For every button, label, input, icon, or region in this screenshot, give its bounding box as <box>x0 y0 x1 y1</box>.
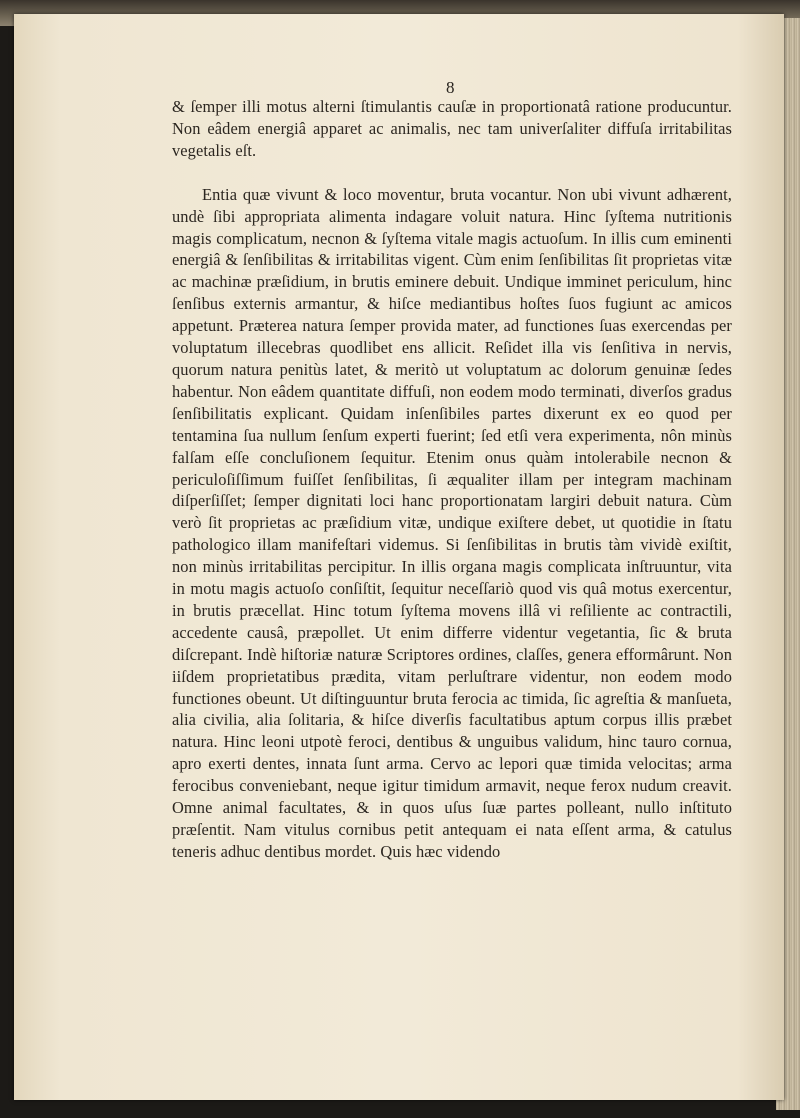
paragraph-1: & ſemper illi motus alterni ſtimulantis cauſæ in proportionatâ ratione producuntur. Non eâdem energiâ apparet ac animalis, nec tam univerſaliter diffuſa irritabilitas vegetalis eſt. <box>172 97 732 160</box>
page-number: 8 <box>446 78 455 97</box>
paragraph-2: Entia quæ vivunt & loco moventur, bruta vocantur. Non ubi vivunt adhærent, undè ſibi appropriata alimenta indagare voluit natura. Hinc ſyſtema nutritionis magis complicatum, necnon & ſyſtema vitale magis actuoſum. In illis cum eminenti energiâ & ſenſibilitas & irritabilitas vigent. Cùm enim ſenſibilitas ſit proprietas vitæ ac machinæ præſidium, in brutis eminere debuit. Undique imminet periculum, hinc ſenſibus externis armantur, & hiſce mediantibus hoſtes ſuos fugiunt ac amicos appetunt. Præterea natura ſemper provida mater, ad functiones ſuas exercendas per voluptatum illecebras quodlibet ens allicit. Reſidet illa vis ſenſitiva in nervis, quorum natura penitùs latet, & meritò ut voluptatum ac dolorum genuinæ ſedes habentur. Non eâdem quantitate diffuſi, non eodem modo terminati, diverſos gradus ſenſibilitatis explicant. Quidam inſenſibiles partes dixerunt ex eo quod per tentamina ſua nullum ſenſum experti fuerint; ſed etſi vera experimenta, nôn minùs falſam eſſe concluſionem ſequitur. Etenim onus quàm intolerabile necnon & periculoſiſſimum fuiſſet ſenſibilitas, ſi æqualiter illam per integram machinam diſperſiſſet; ſemper dignitati loci hanc proportionatam largiri debuit natura. Cùm verò ſit proprietas ac præſidium vitæ, undique exiſtere debet, ut quotidie in ſtatu pathologico illam manifeſtari videmus. Si ſenſibilitas in brutis tàm vividè exiſtit, non minùs irritabilitas percipitur. In illis organa magis complicata inſtruuntur, vita in motu magis actuoſo conſiſtit, ſequitur neceſſariò quod vis quâ motus exercentur, in brutis præcellat. Hinc totum ſyſtema movens illâ vi reſiliente ac contractili, accedente causâ, præpollet. Ut enim differre videntur vegetantia, ſic & bruta diſcrepant. Indè hiſtoriæ naturæ Scriptores ordines, claſſes, genera efformârunt. Non iiſdem proprietatibus prædita, vitam perluſtrare videntur, non eodem modo functiones obeunt. Ut diſtinguuntur bruta ferocia ac timida, ſic agreſtia & manſueta, alia civilia, alia ſolitaria, & hiſce diverſis facultatibus aptum corpus illis præbet natura. Hinc leoni utpotè feroci, dentibus & unguibus validum, hinc tauro cornua, apro exerti dentes, innata ſunt arma. Cervo ac lepori quæ timida velocitas; arma ferocibus conveniebant, neque igitur timidum armavit, neque ferox nudum creavit. Omne animal facultates, & in quos uſus ſuæ partes polleant, nullo inſtituto præſentit. Nam vitulus cornibus petit antequam ei nata eſſent arma, & catulus teneris adhuc dentibus mordet. Quis hæc videndo <box>172 184 732 861</box>
body-text <box>172 96 732 863</box>
